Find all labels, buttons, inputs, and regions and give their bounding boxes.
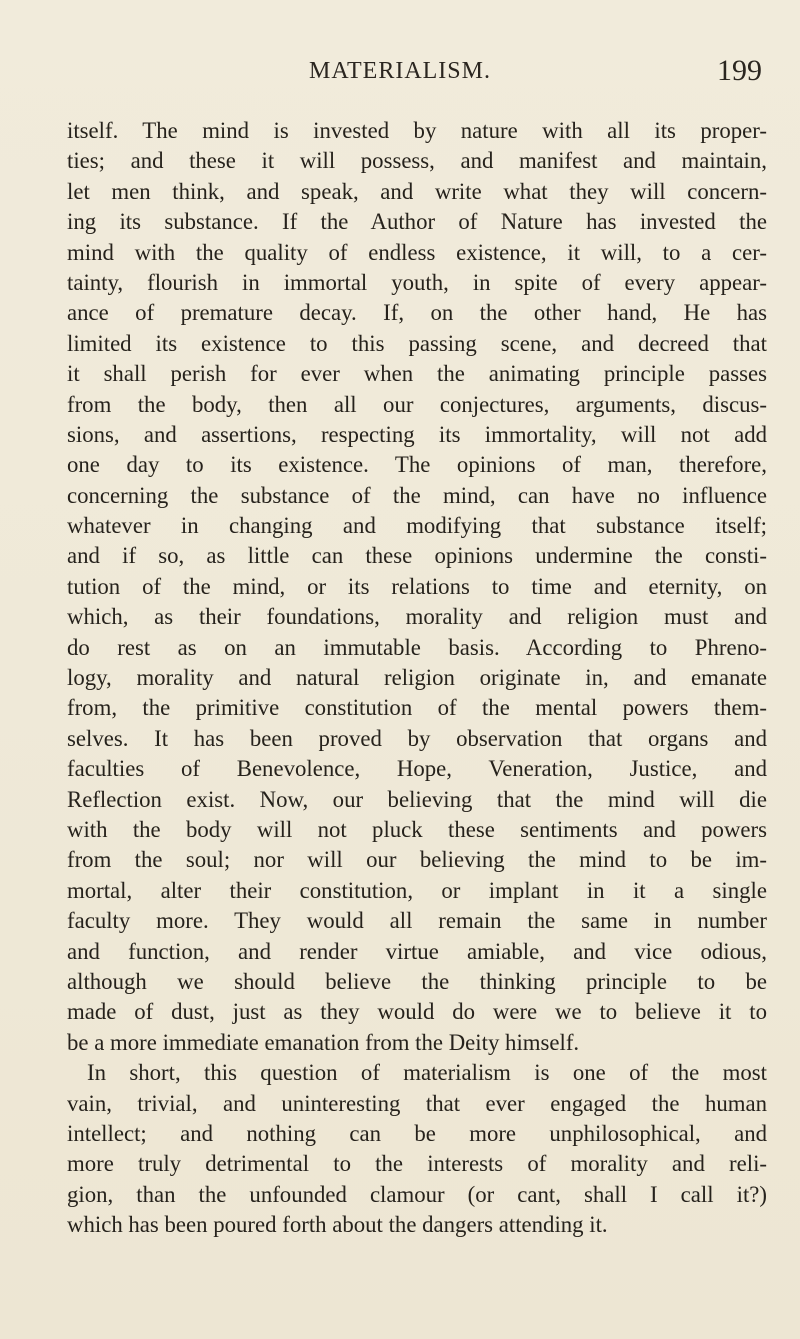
text-line: In short, this question of materialism is one of the most [87, 1060, 767, 1086]
text-line: ance of premature decay. If, on the other hand, He has [67, 300, 767, 326]
text-line: concerning the substance of the mind, can have no influence [67, 482, 767, 508]
text-line: made of dust, just as they would do were we to believe it to [67, 999, 767, 1025]
text-line: be a more immediate emanation from the Deity himself. [67, 1029, 580, 1055]
body-text [67, 116, 767, 1240]
text-line: intellect; and nothing can be more unphilosophical, and [67, 1120, 767, 1146]
text-line: faculties of Benevolence, Hope, Veneration, Justice, and [67, 756, 767, 782]
text-line: Reflection exist. Now, our believing that the mind will die [67, 786, 767, 812]
text-line: whatever in changing and modifying that substance itself; [67, 513, 767, 539]
text-line: ties; and these it will possess, and manifest and maintain, [67, 148, 767, 174]
text-line: mortal, alter their constitution, or implant in it a single [67, 877, 767, 903]
text-line: from the body, then all our conjectures, arguments, discus- [67, 391, 767, 417]
text-line: and if so, as little can these opinions undermine the consti- [67, 543, 767, 569]
text-line: faculty more. They would all remain the same in number [67, 908, 767, 934]
text-line: vain, trivial, and uninteresting that ever engaged the human [67, 1090, 767, 1116]
text-line: do rest as on an immutable basis. According to Phreno- [67, 634, 767, 660]
text-line: mind with the quality of endless existence, it will, to a cer- [67, 239, 767, 265]
text-line: let men think, and speak, and write what they will concern- [67, 178, 767, 204]
text-line: sions, and assertions, respecting its immortality, will not add [67, 421, 767, 447]
text-line: tainty, flourish in immortal youth, in spite of every appear- [67, 269, 767, 295]
text-line: which has been poured forth about the dangers attending it. [67, 1212, 608, 1238]
page-number: 199 [717, 54, 762, 87]
text-line: more truly detrimental to the interests of morality and reli- [67, 1151, 767, 1177]
text-line: selves. It has been proved by observation that organs and [67, 725, 767, 751]
text-line: ing its substance. If the Author of Nature has invested the [67, 209, 767, 235]
text-line: it shall perish for ever when the animating principle passes [67, 361, 767, 387]
text-line: gion, than the unfounded clamour (or cant, shall I call it?) [67, 1181, 767, 1207]
text-line: logy, morality and natural religion originate in, and emanate [67, 665, 767, 691]
text-line: with the body will not pluck these sentiments and powers [67, 816, 767, 842]
text-line: one day to its existence. The opinions of man, therefore, [67, 452, 767, 478]
text-line: which, as their foundations, morality and religion must and [67, 604, 767, 630]
text-line: from the soul; nor will our believing the mind to be im- [67, 847, 767, 873]
text-line: limited its existence to this passing scene, and decreed that [67, 330, 767, 356]
running-head-title: MATERIALISM. [308, 58, 491, 84]
text-line: although we should believe the thinking principle to be [67, 968, 767, 994]
text-line: from, the primitive constitution of the mental powers them- [67, 695, 767, 721]
text-line: and function, and render virtue amiable, and vice odious, [67, 938, 767, 964]
text-line: tution of the mind, or its relations to time and eternity, on [67, 573, 767, 599]
running-head [0, 54, 800, 92]
text-line: itself. The mind is invested by nature with all its proper- [67, 118, 767, 143]
